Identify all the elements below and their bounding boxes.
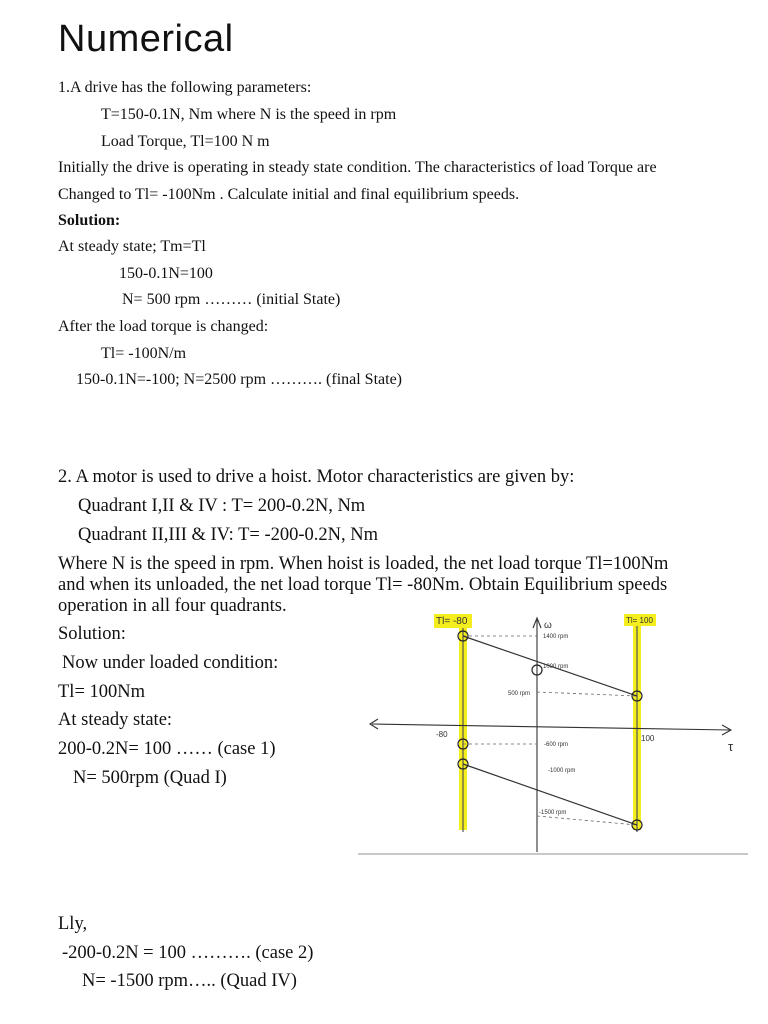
label-tau: τ: [728, 739, 734, 754]
p1-solution-line: Tl= -100N/m: [101, 345, 187, 362]
label-neg1500rpm: -1500 rpm: [539, 810, 567, 816]
p2-characteristic-q1: Quadrant I,II & IV : T= 200-0.2N, Nm: [78, 496, 366, 516]
p2-solution-heading: Solution:: [58, 624, 126, 644]
p2-statement-line: and when its unloaded, the net load torque Tl= -80Nm. Obtain Equilibrium speeds: [58, 575, 668, 595]
p1-statement-line: Initially the drive is operating in steady state condition. The characteristics of load Torque are: [58, 159, 657, 176]
speed-torque-sketch: [358, 606, 748, 858]
p2-solution-line: At steady state:: [58, 710, 173, 730]
label-100: 100: [641, 734, 655, 743]
p1-load-torque: Load Torque, Tl=100 N m: [101, 133, 270, 150]
p1-final-speed: 150-0.1N=-100; N=2500 rpm ………. (final State): [76, 371, 402, 388]
label-tl-loaded: Tl= 100: [626, 616, 653, 625]
label-1000rpm: 1000 rpm: [543, 664, 569, 670]
p2-solution-line: Now under loaded condition:: [62, 653, 279, 673]
p1-statement-line: 1.A drive has the following parameters:: [58, 79, 312, 96]
label-omega: ω: [544, 620, 552, 631]
p1-solution-line: At steady state; Tm=Tl: [58, 238, 206, 255]
label-neg1000rpm: -1000 rpm: [548, 768, 576, 774]
p2-solution-line: Lly,: [58, 914, 88, 934]
p2-case2-result: N= -1500 rpm….. (Quad IV): [82, 971, 297, 991]
label-500rpm: 500 rpm: [508, 691, 531, 697]
speed-torque-svg: [358, 606, 748, 858]
label-neg600rpm: -600 rpm: [544, 742, 569, 748]
label-tl-unloaded: Tl= -80: [436, 616, 468, 627]
p1-motor-torque-equation: T=150-0.1N, Nm where N is the speed in rpm: [101, 106, 397, 123]
p2-case1-result: N= 500rpm (Quad I): [73, 768, 227, 788]
p2-characteristic-q2: Quadrant II,III & IV: T= -200-0.2N, Nm: [78, 525, 379, 545]
p1-solution-heading: Solution:: [58, 212, 121, 229]
label-neg80: -80: [436, 730, 448, 739]
page-title: Numerical: [58, 18, 234, 60]
p1-solution-line: 150-0.1N=100: [119, 265, 213, 282]
p1-solution-line: After the load torque is changed:: [58, 318, 269, 335]
p2-statement-line: operation in all four quadrants.: [58, 596, 287, 616]
p1-statement-line: Changed to Tl= -100Nm . Calculate initial and final equilibrium speeds.: [58, 186, 520, 203]
p1-initial-speed: N= 500 rpm ……… (initial State): [122, 291, 341, 308]
p2-statement-line: 2. A motor is used to drive a hoist. Motor characteristics are given by:: [58, 467, 575, 487]
p2-solution-line: Tl= 100Nm: [58, 682, 145, 702]
projection-line: [537, 816, 637, 825]
p2-case2-equation: -200-0.2N = 100 ………. (case 2): [62, 943, 314, 963]
label-1400rpm: 1400 rpm: [543, 634, 569, 640]
projection-line: [537, 692, 637, 696]
p2-case1-equation: 200-0.2N= 100 …… (case 1): [58, 739, 276, 759]
p2-statement-line: Where N is the speed in rpm. When hoist is loaded, the net load torque Tl=100Nm: [58, 554, 669, 574]
torque-axis: [372, 724, 730, 730]
